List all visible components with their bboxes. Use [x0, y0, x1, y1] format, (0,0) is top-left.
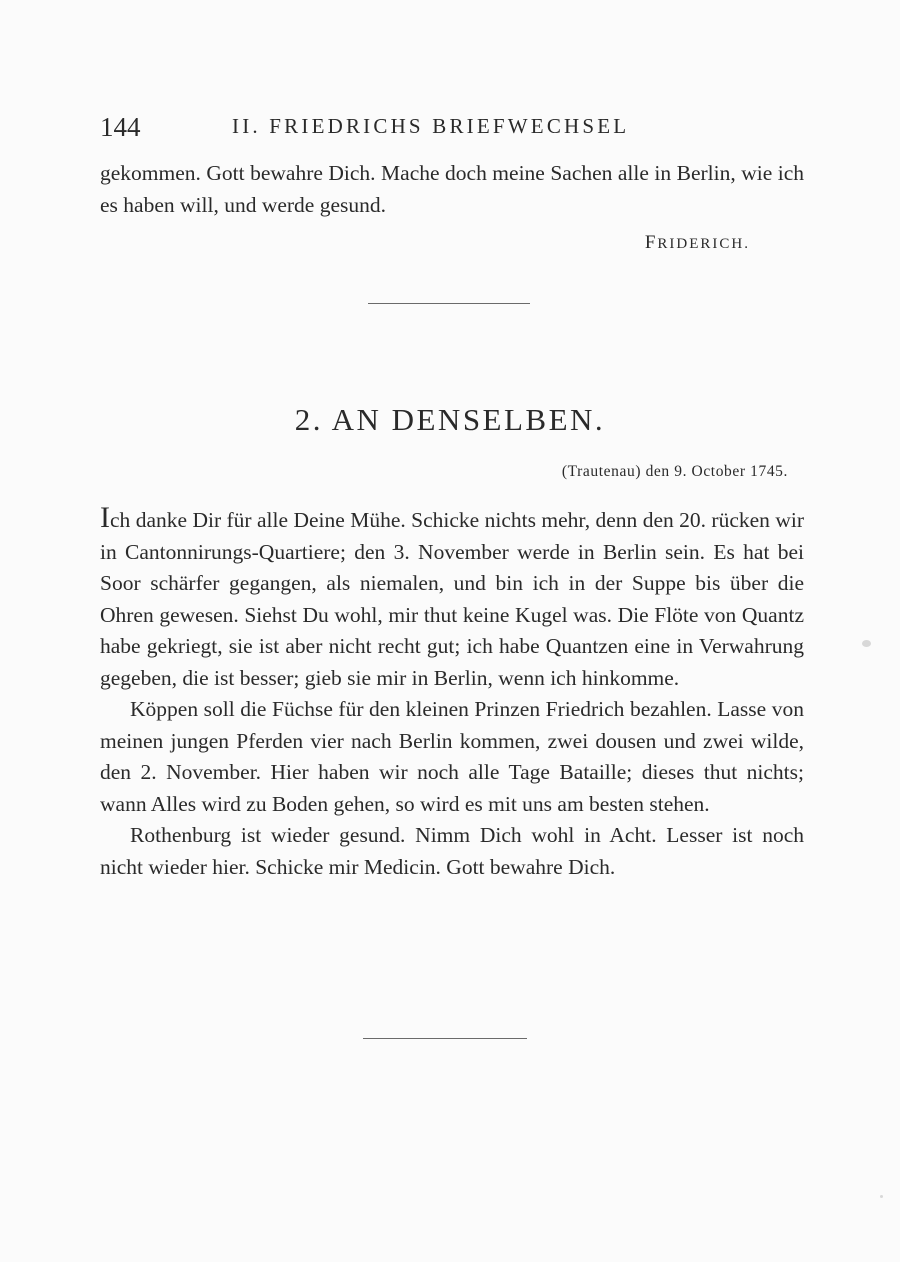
end-divider — [363, 1038, 527, 1039]
continuation-paragraph: gekommen. Gott bewahre Dich. Mache doch meine Sachen alle in Berlin, wie ich es haben will, und werde gesund. — [100, 161, 804, 217]
letter-dateline: (Trautenau) den 9. October 1745. — [561, 463, 788, 480]
scan-speck — [880, 1195, 883, 1198]
section-divider — [368, 303, 530, 304]
page-number: 144 — [100, 112, 141, 142]
signature — [645, 232, 750, 254]
scan-speck — [862, 640, 871, 647]
letter-heading: 2. AN DENSELBEN. — [294, 402, 606, 437]
letter-paragraph-3: Rothenburg ist wieder gesund. Nimm Dich wohl in Acht. Lesser ist noch nicht wieder hier. Schicke mir Medicin. Gott bewahre Dich. — [100, 823, 804, 879]
continuation-text — [100, 158, 804, 221]
letter-paragraph-1 — [100, 501, 804, 694]
signature-initial: F — [644, 232, 658, 253]
running-head — [100, 112, 800, 144]
paragraph-text: ch danke Dir für alle Deine Mühe. Schicke nichts mehr, denn den 20. rücken wir in Cantonnirungs-Quartiere; den 3. November werde in Berlin sein. Es hat bei Soor schärfer gegangen, als niemalen, und bin ich in der Suppe bis über die Ohren gewesen. Siehst Du wohl, mir thut keine Kugel was. Die Flöte von Quantz habe gekriegt, sie ist aber nicht recht gut; ich habe Quantzen eine in Verwahrung gegeben, die ist besser; gieb sie mir in Berlin, wenn ich hinkomme. — [100, 508, 804, 690]
drop-cap: I — [100, 501, 110, 534]
running-title: II. FRIEDRICHS BRIEFWECHSEL — [232, 114, 630, 138]
letter-paragraph-2: Köppen soll die Füchse für den kleinen Prinzen Friedrich bezahlen. Lasse von meinen jungen Pferden vier nach Berlin kommen, zwei dousen und zwei wilde, den 2. November. Hier haben wir noch alle Tage Bataille; dieses thut nichts; wann Alles wird zu Boden gehen, so wird es mit uns am besten stehen. — [100, 697, 804, 816]
signature-rest: RIDERICH. — [657, 236, 750, 252]
letter-body — [100, 501, 804, 883]
